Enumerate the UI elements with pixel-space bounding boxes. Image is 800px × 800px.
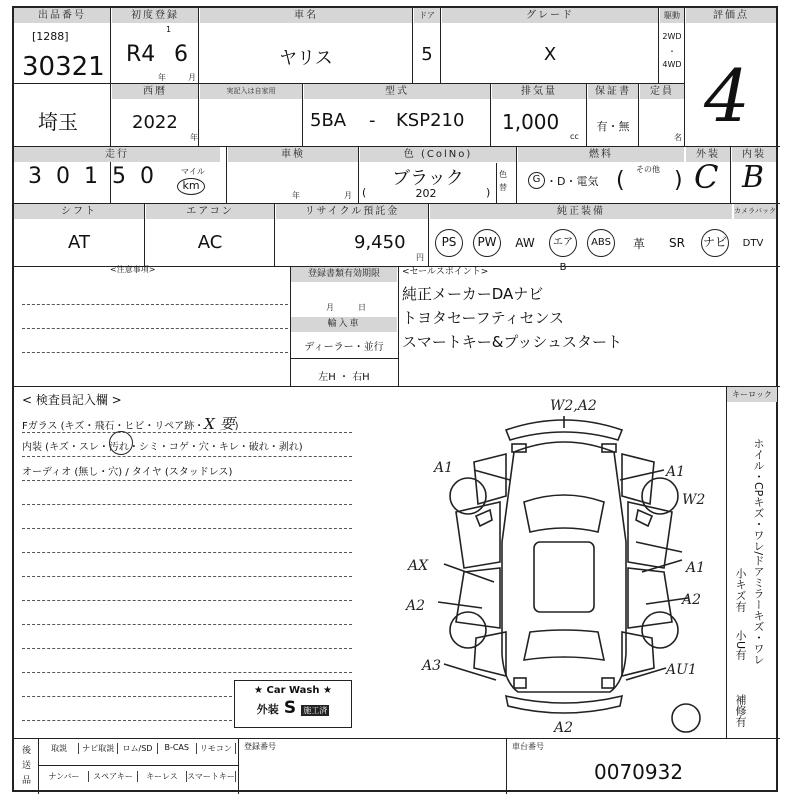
capacity-unit: 名	[674, 133, 682, 142]
warranty-value: 有・無	[596, 120, 630, 133]
accessory-label: ナンバー	[40, 771, 89, 782]
equip-item	[506, 222, 544, 264]
mileage-digit: 3	[28, 164, 56, 189]
displacement-value: 1,000	[502, 110, 560, 134]
mark-ax-l: AX	[408, 558, 429, 574]
small-scratch: 小キズ有	[734, 568, 747, 612]
equip-label: エアB	[549, 229, 577, 257]
exterior-score: C	[694, 158, 719, 196]
first-reg-year-unit: 年	[158, 73, 166, 82]
lot-header: 出品番号	[14, 8, 110, 23]
year-unit: 年	[190, 133, 198, 142]
aircon-header: エアコン	[146, 204, 274, 219]
type-dash: -	[369, 110, 376, 131]
rear-bumper	[506, 696, 622, 713]
mileage-header: 走行	[14, 147, 220, 162]
camera-header: カメラバック	[734, 204, 776, 219]
equip-item	[734, 222, 772, 264]
mirror-left	[476, 510, 492, 526]
equip-label: ナビ	[701, 229, 729, 257]
doors-header: ドア	[414, 8, 440, 23]
displacement-header: 排気量	[492, 84, 586, 99]
fuel-other-options: ・D・電気	[546, 175, 599, 188]
mark-a1-fl: A1	[434, 460, 454, 476]
accessory-label: キーレス	[138, 771, 187, 782]
car-number: 0070932	[594, 760, 684, 784]
score-header: 評価点	[686, 8, 776, 23]
car-name: ヤリス	[279, 48, 333, 69]
selling-point: 純正メーカーDAナビ	[402, 285, 544, 303]
glass-text: Fガラス (キズ・飛石・ヒビ・リペア跡・	[22, 421, 205, 432]
mirror-right	[636, 510, 652, 526]
dealer-parallel: ディーラー・並行	[304, 342, 384, 353]
equip-header: 純正装備	[430, 204, 732, 219]
mark-a2-l: A2	[406, 598, 426, 614]
later-char: 送	[22, 761, 32, 771]
rear-window	[524, 630, 604, 660]
int-header: 内装	[732, 147, 776, 162]
region: 埼玉	[38, 110, 78, 134]
interior-line: 内装 (キズ・スレ・汚れ・シミ・コゲ・穴・キレ・破れ・剥れ)	[22, 442, 303, 453]
left-front-fender	[474, 454, 506, 504]
taillamp-left	[514, 678, 526, 688]
inspection-month-unit: 月	[344, 191, 352, 200]
pointer-a1-fl	[474, 470, 510, 480]
first-reg-month: 6	[174, 42, 188, 67]
drive-4wd: 4WD	[662, 60, 682, 69]
drive-header: 駆動	[660, 8, 684, 23]
ext-header: 外装	[686, 147, 730, 162]
car-damage-diagram	[406, 392, 714, 737]
first-reg-header: 初度登録	[112, 8, 198, 23]
mileage-digit: 5	[112, 164, 140, 189]
color-change: 色替	[499, 170, 507, 192]
steering-side	[291, 368, 397, 383]
selling-points-header: <セールスポイント>	[402, 267, 489, 277]
accessory-label: ナビ取説	[79, 743, 118, 754]
mark-a3-l: A3	[422, 658, 442, 674]
fuel-gasoline-circled: G	[528, 172, 545, 189]
warranty-header: 保証書	[588, 84, 638, 99]
equipment-list	[430, 222, 780, 273]
stain-circle	[109, 431, 133, 455]
notes-header: <注意事項>	[110, 265, 156, 274]
equip-item	[544, 222, 582, 273]
spare-tire	[672, 704, 700, 732]
equip-label: DTV	[742, 237, 764, 249]
color-header: 色 (ColNo)	[360, 147, 516, 162]
reg-deadline-header: 登録書類有効期限	[291, 267, 397, 282]
glass-close: )	[234, 421, 239, 432]
mark-a2-r: A2	[682, 592, 702, 608]
inspection-header: 車検	[228, 147, 358, 162]
repaired: 補修有	[734, 694, 747, 727]
mark-au1-r: AU1	[666, 662, 697, 678]
accessory-label: 取説	[40, 743, 79, 754]
inspection-year-unit: 年	[292, 191, 300, 200]
steering-dot: ・	[339, 372, 349, 383]
taillamp-right	[602, 678, 614, 688]
color-name: ブラック	[392, 168, 464, 189]
equip-item	[430, 222, 468, 264]
right-hand-drive: 右H	[352, 372, 370, 383]
selling-point: スマートキー&プッシュスタート	[402, 333, 623, 351]
mark-w2a2: W2,A2	[550, 398, 597, 414]
reg-no-header: 登録番号	[244, 742, 276, 751]
first-reg-month-unit: 月	[188, 73, 196, 82]
displacement-unit: cc	[570, 132, 579, 141]
reg-deadline-day: 日	[358, 303, 366, 312]
aircon-value: AC	[197, 232, 223, 253]
type-model: KSP210	[396, 110, 465, 131]
mileage-digit: 1	[84, 164, 112, 189]
reg-no-note: 実記入は自家用	[200, 84, 302, 99]
accessory-label: スマートキー	[187, 772, 235, 781]
fuel-other-label: その他	[636, 165, 660, 174]
audio-line: オーディオ (無し・穴) / タイヤ (スタッドレス)	[22, 467, 233, 478]
accessory-label: ロム/SD	[118, 743, 157, 754]
drive-2wd: 2WD	[662, 32, 682, 41]
fuel-paren-left: (	[616, 168, 625, 193]
selling-points	[402, 282, 622, 354]
equip-label: PW	[473, 229, 501, 257]
fuel-paren-right: )	[674, 168, 683, 193]
carwash-ext: 外装	[256, 703, 279, 716]
later-char: 後	[22, 746, 32, 756]
mileage-miles-unit: マイル	[181, 167, 205, 176]
accessories-row1	[40, 743, 236, 754]
first-reg-era: R4	[126, 42, 156, 67]
inspector-header: < 検査員記入欄 >	[22, 393, 122, 407]
year-value: 2022	[132, 112, 178, 133]
type-header: 型式	[304, 84, 490, 99]
roof	[534, 542, 594, 612]
later-items	[22, 744, 31, 789]
right-rear-door	[628, 568, 672, 628]
color-paren-left: (	[362, 186, 367, 199]
car-body	[502, 442, 626, 692]
overall-score: 4	[704, 54, 750, 138]
side-note: ホイル・CPキズ・ワレ/ドアミラーキズ・ワレ	[752, 438, 765, 666]
drive-dot: ・	[668, 47, 676, 56]
equip-item	[658, 222, 696, 264]
reg-deadline-month: 月	[326, 303, 334, 312]
glass-mark: X 要	[204, 415, 235, 433]
capacity-header: 定員	[640, 84, 684, 99]
mark-a2-rear: A2	[554, 720, 574, 736]
equip-label: AW	[515, 236, 535, 250]
carwash-done: 施工済	[303, 706, 328, 715]
car-no-header: 車台番号	[512, 742, 544, 751]
equip-item	[696, 222, 734, 264]
equip-item	[582, 222, 620, 264]
mileage-digit: 0	[56, 164, 84, 189]
mileage-km-circled: km	[177, 178, 205, 195]
recycle-header: リサイクル預託金	[276, 204, 428, 219]
grade-header: グレード	[442, 8, 658, 23]
equip-label: 革	[632, 236, 645, 251]
wheel-rear-left	[450, 612, 486, 648]
accessory-label: B-CAS	[158, 743, 197, 754]
mileage-digit: 0	[140, 164, 168, 189]
left-hand-drive: 左H	[318, 372, 336, 383]
shift-header: シフト	[14, 204, 144, 219]
equip-item	[620, 222, 658, 264]
lot-number: 30321	[22, 52, 105, 82]
year-header: 西暦	[112, 84, 198, 99]
interior-score: B	[742, 160, 765, 195]
car-name-header: 車名	[200, 8, 412, 23]
selling-point: トヨタセーフティセンス	[402, 309, 565, 327]
pointer-a1-r	[636, 542, 682, 572]
carwash-title: ★ Car Wash ★	[254, 685, 332, 696]
mileage-digits	[28, 164, 168, 189]
color-paren-right: )	[486, 186, 491, 199]
keylock-header: キーロック	[727, 387, 777, 402]
equip-item	[468, 222, 506, 264]
color-code: 202	[415, 187, 437, 200]
wheel-rear-right	[642, 612, 678, 648]
windshield	[524, 495, 604, 532]
auction-sheet	[12, 6, 778, 792]
mark-w2-r: W2	[682, 492, 706, 508]
equip-label: SR	[669, 236, 685, 250]
carwash-grade: S	[283, 698, 297, 718]
accessories-row2	[40, 771, 236, 782]
equip-label: PS	[435, 229, 463, 257]
recycle-value: 9,450	[354, 232, 406, 253]
fuel-header: 燃料	[518, 147, 684, 162]
import-header: 輸入車	[291, 317, 397, 332]
accessory-label: リモコン	[197, 743, 236, 754]
equip-label: ABS	[587, 229, 615, 257]
mark-a1-r: A1	[686, 560, 706, 576]
glass-line	[22, 413, 239, 434]
first-reg-tiny: 1	[166, 25, 172, 34]
doors: 5	[421, 44, 433, 65]
grade: X	[543, 44, 557, 65]
recycle-unit: 円	[416, 253, 424, 262]
type-prefix: 5BA	[310, 110, 347, 131]
pointer-a2-l	[438, 602, 482, 608]
mark-a1-fr: A1	[666, 464, 686, 480]
shift-value: AT	[68, 232, 90, 253]
later-char: 品	[22, 776, 32, 786]
lot-bracket: [1288]	[32, 30, 69, 43]
accessory-label: スペアキー	[89, 771, 138, 782]
carwash-box	[234, 680, 352, 728]
small-dent: 小U有	[734, 630, 747, 661]
